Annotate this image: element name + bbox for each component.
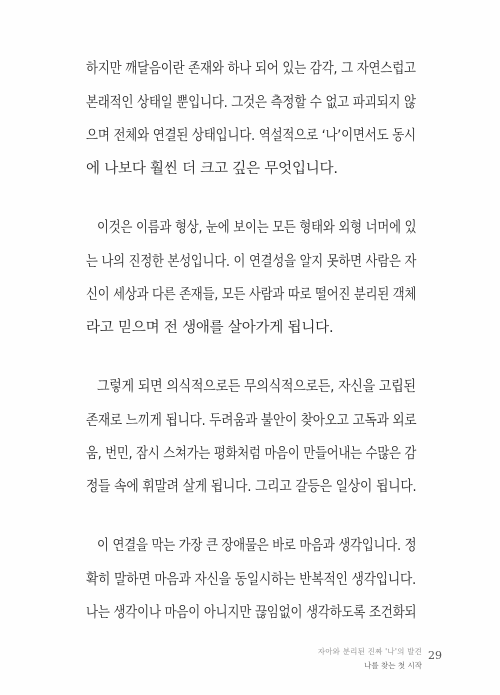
text-line: 움, 번민, 잠시 스쳐가는 평화처럼 마음이 만들어내는 수많은 감 <box>86 446 417 462</box>
text-line: 으며 전체와 연결된 상태입니다. 역설적으로 ‘나’이면서도 동시 <box>86 128 416 144</box>
book-title: 나를 찾는 첫 시작 <box>364 661 422 670</box>
text-line: 존재로 느끼게 됩니다. 두려움과 불안이 찾아오고 고독과 외로 <box>86 413 417 429</box>
page-number: 29 <box>428 649 442 662</box>
text-line: 확히 말하면 마음과 자신을 동일시하는 반복적인 생각입니다. <box>86 572 417 588</box>
text-line: 이것은 이름과 형상, 눈에 보이는 모든 형태와 외형 너머에 있 <box>97 220 417 236</box>
text-line: 는 나의 진정한 본성입니다. 이 연결성을 알지 못하면 사람은 자 <box>86 254 417 270</box>
text-line: 에 나보다 훨씬 더 크고 깊은 무엇입니다. <box>86 161 338 177</box>
page-footer <box>0 640 500 680</box>
text-line: 그렇게 되면 의식적으로든 무의식적으로든, 자신을 고립된 <box>97 379 416 395</box>
text-line: 신이 세상과 다른 존재들, 모든 사람과 따로 떨어진 분리된 객체 <box>86 287 417 303</box>
text-line: 나는 생각이나 마음이 아니지만 끊임없이 생각하도록 조건화되 <box>86 605 417 621</box>
text-line: 정들 속에 휘말려 살게 됩니다. 그리고 갈등은 일상이 됩니다. <box>86 479 417 495</box>
text-line: 본래적인 상태일 뿐입니다. 그것은 측정할 수 없고 파괴되지 않 <box>86 95 416 111</box>
running-head: 자아와 분리된 진짜 '나'의 발견 <box>317 647 422 656</box>
text-line: 라고 믿으며 전 생애를 살아가게 됩니다. <box>86 320 334 336</box>
text-line: 하지만 깨달음이란 존재와 하나 되어 있는 감각, 그 자연스럽고 <box>86 61 416 77</box>
text-line: 이 연결을 막는 가장 큰 장애물은 바로 마음과 생각입니다. 정 <box>97 538 417 554</box>
